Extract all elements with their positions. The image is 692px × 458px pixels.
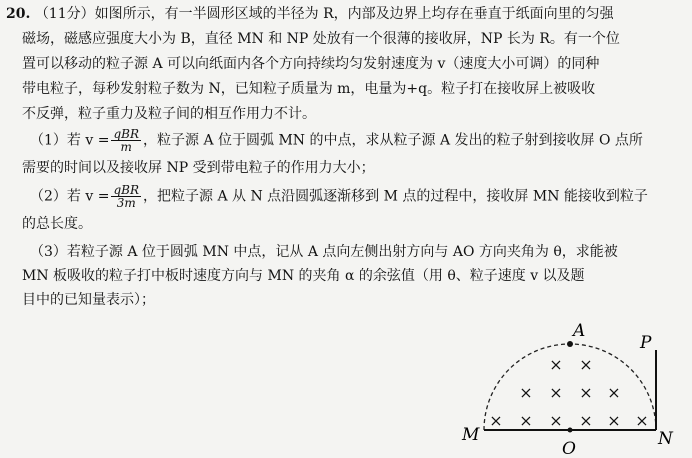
part-2-frac-den: 3m <box>116 196 136 210</box>
field-cross: × <box>635 411 649 430</box>
part-2-frac-num: qBR <box>113 183 140 197</box>
label-a: A <box>573 321 586 341</box>
part-1-label: （1） <box>30 132 67 149</box>
label-m: M <box>462 425 480 445</box>
point-a <box>567 341 573 347</box>
field-cross: × <box>579 355 593 374</box>
label-n: N <box>658 429 673 449</box>
part-2-prefix: 若 v = <box>66 188 110 205</box>
part-3-line-3: 目中的已知量表示）； <box>22 292 155 308</box>
field-cross: × <box>519 383 533 402</box>
part-1-line-2: 需要的时间以及接收屏 NP 受到带电粒子的作用力大小； <box>22 160 375 176</box>
field-cross: × <box>579 411 593 430</box>
label-o: O <box>562 439 576 458</box>
part-3-line-2: MN 板吸收的粒子打中板时速度方向与 MN 的夹角 α 的余弦值（用 θ、粒子速度 v 以及题 <box>22 268 585 284</box>
part-1-text: ，粒子源 A 位于圆弧 MN 的中点，求从粒子源 A 发出的粒子射到接收屏 O 点所 <box>143 132 643 149</box>
part-2-text: ，把粒子源 A 从 N 点沿圆弧逐渐移到 M 点的过程中，接收屏 MN 能接收到粒子 <box>143 188 648 205</box>
field-cross: × <box>549 383 563 402</box>
part-3-label: （3） <box>30 244 67 260</box>
part-1-frac-den: m <box>120 140 132 154</box>
part-1-prefix: 若 v = <box>66 132 110 149</box>
field-cross: × <box>489 411 503 430</box>
part-2-line-2: 的总长度。 <box>22 216 92 232</box>
field-cross: × <box>519 411 533 430</box>
point-o <box>568 428 573 433</box>
part-1-frac-num: qBR <box>113 127 140 141</box>
part-2-label: （2） <box>30 188 67 205</box>
question-number: 20. <box>6 6 31 22</box>
stem-text-4: 带电粒子，每秒发射粒子数为 N，已知粒子质量为 m，电量为+q。粒子打在接收屏上被吸收 <box>22 81 596 97</box>
field-cross: × <box>607 411 621 430</box>
stem-text-1: 如图所示，有一半圆形区域的半径为 R，内部及边界上均存在垂直于纸面向里的匀强 <box>94 6 614 22</box>
stem-text-3: 置可以移动的粒子源 A 可以向纸面内各个方向持续均匀发射速度为 v（速度大小可调）的同种 <box>22 56 600 72</box>
label-p: P <box>640 333 652 353</box>
part-3-text: 若粒子源 A 位于圆弧 MN 中点，记从 A 点向左侧出射方向与 AO 方向夹角为 θ，求能被 <box>66 244 618 260</box>
question-score: （11分） <box>34 6 95 22</box>
stem-text-2: 磁场，磁感应强度大小为 B，直径 MN 和 NP 处放有一个很薄的接收屏，NP 长为 R。有一个位 <box>22 31 620 47</box>
field-cross: × <box>607 383 621 402</box>
stem-text-5: 不反弹，粒子重力及粒子间的相互作用力不计。 <box>22 106 316 122</box>
field-cross: × <box>579 383 593 402</box>
field-cross: × <box>549 355 563 374</box>
field-cross: × <box>549 411 563 430</box>
semicircle-arc <box>484 344 656 430</box>
